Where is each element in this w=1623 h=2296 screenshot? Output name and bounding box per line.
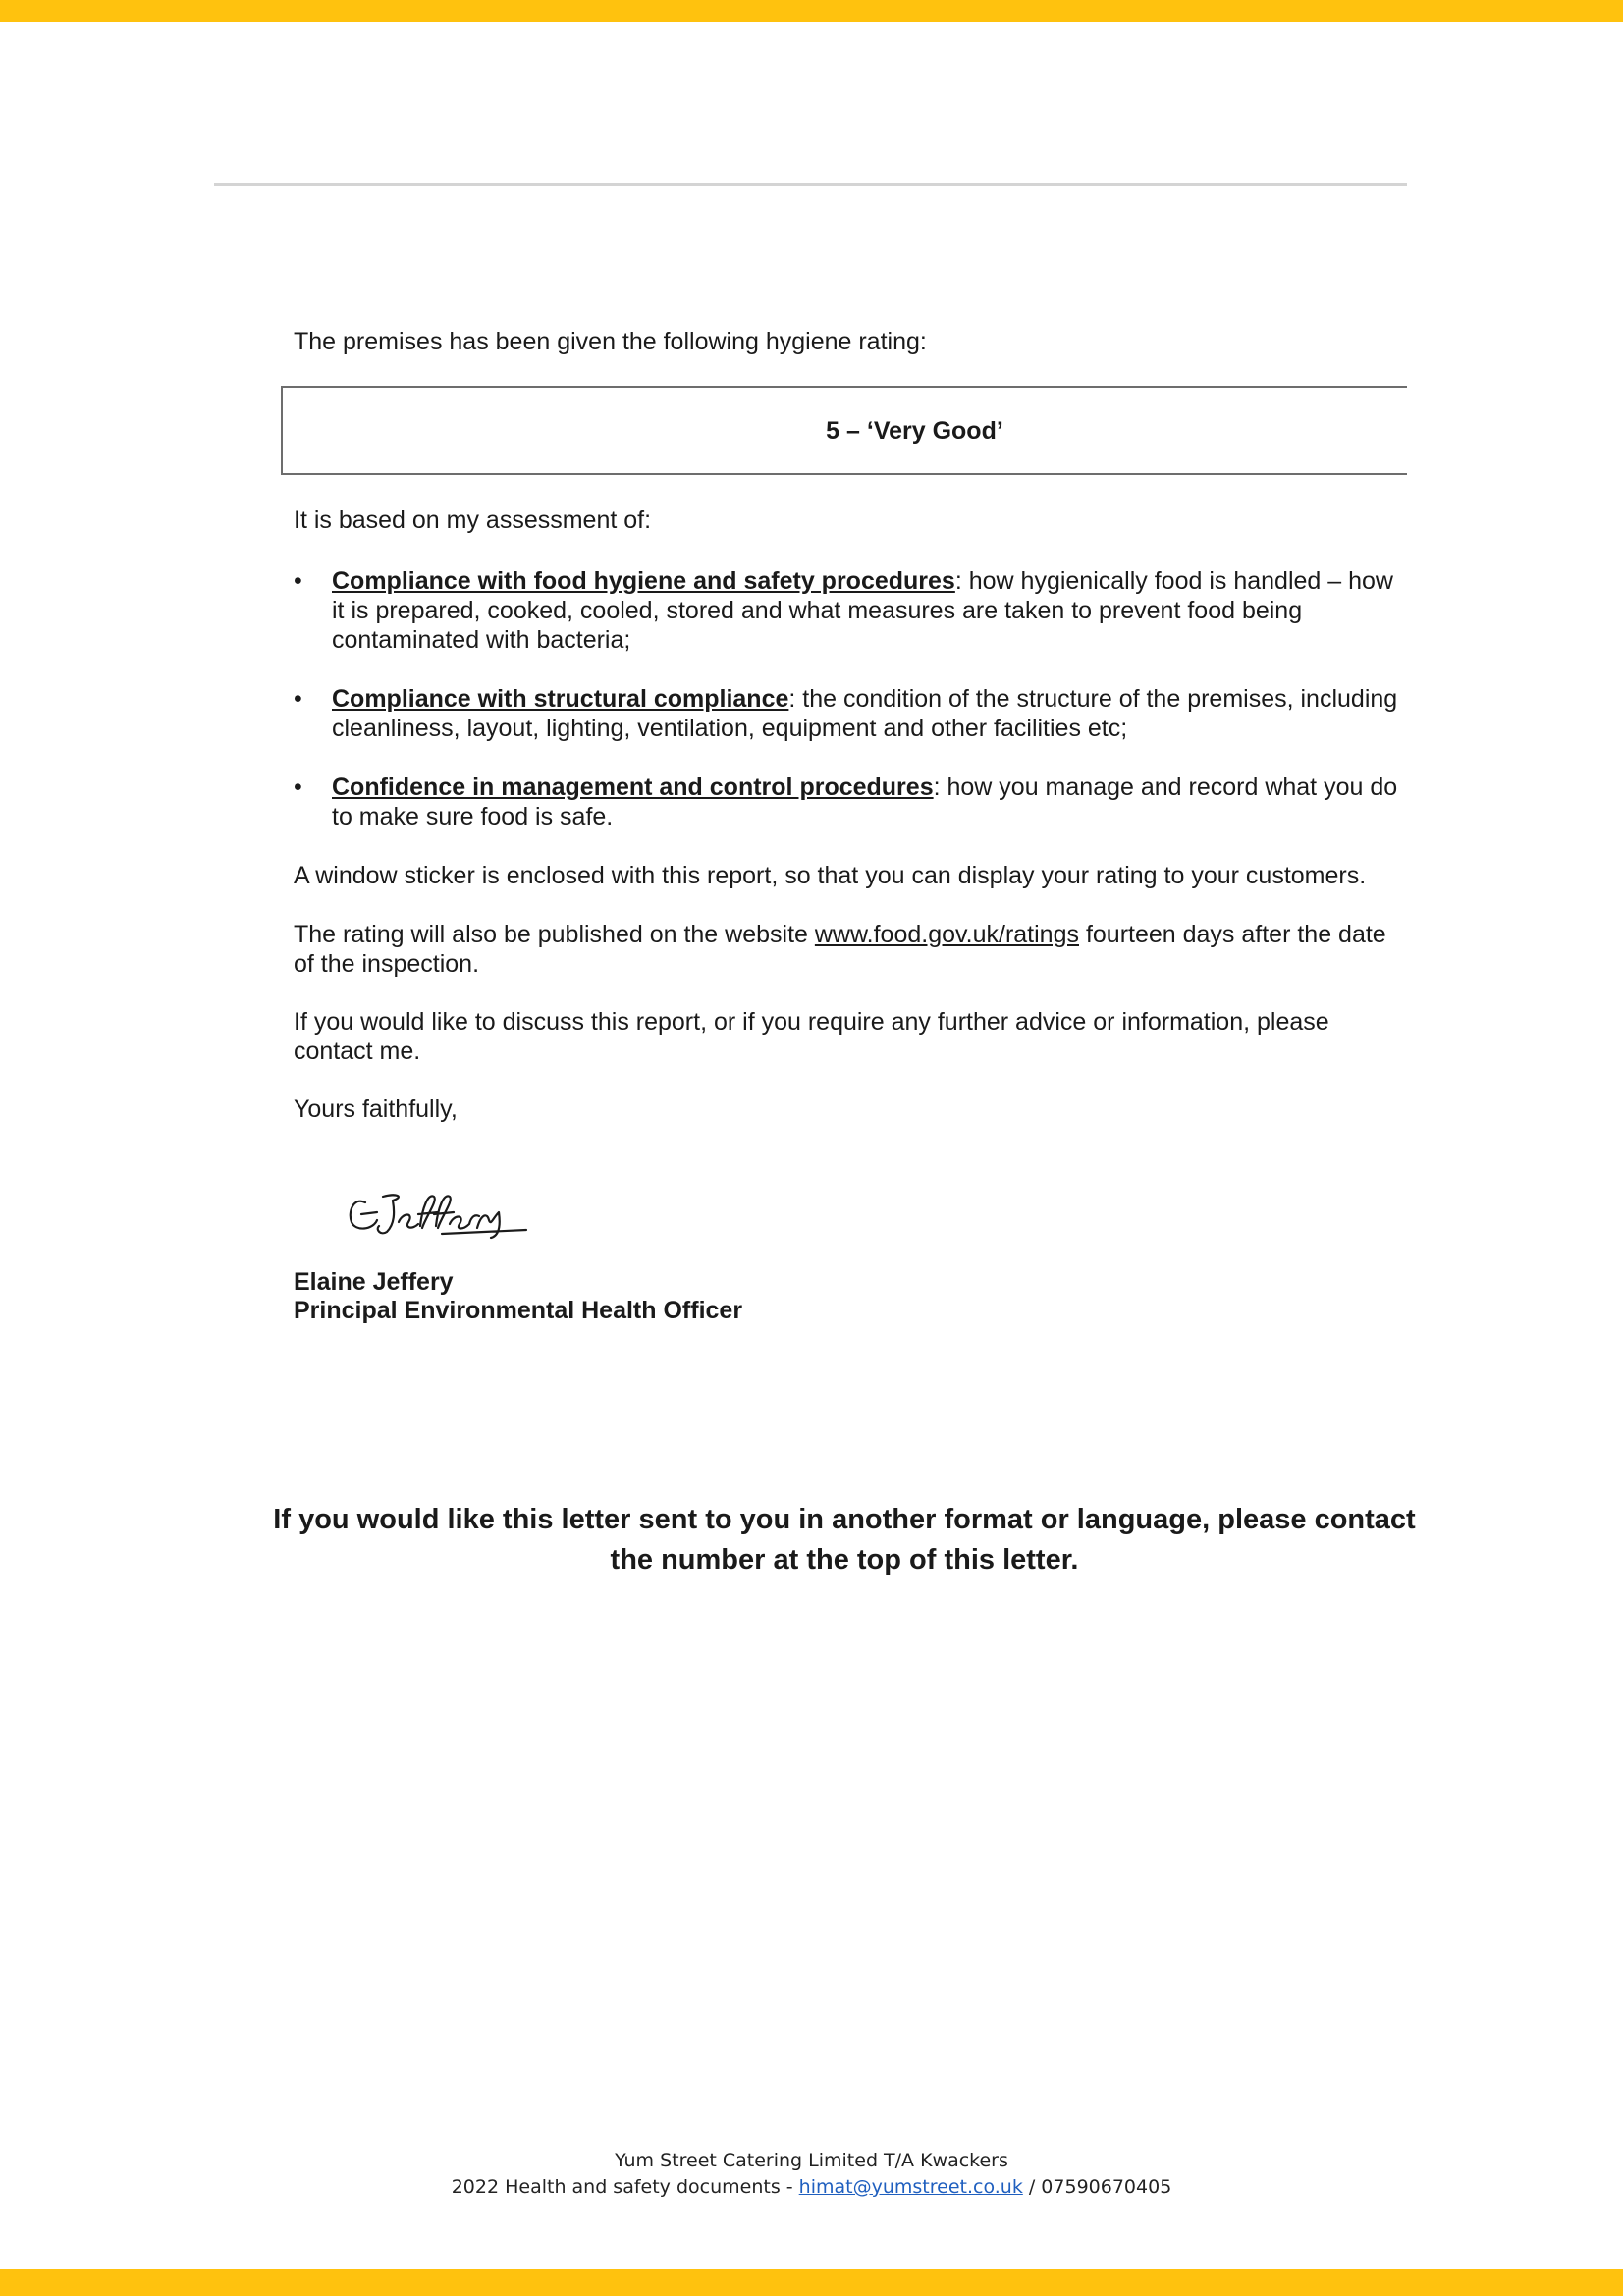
bullet-icon: • [294,774,302,801]
footer-phone: / 07590670405 [1022,2176,1172,2198]
bullet-text: : how you manage and record what you do to make sure food is safe. [332,774,1398,830]
bullet-icon: • [294,567,302,595]
sticker-text: A window sticker is enclosed with this report, so that you can display your rating to your customers. [294,862,1367,889]
bullet-icon: • [294,685,302,713]
intro-text: The premises has been given the following hygiene rating: [294,328,927,355]
signer-title: Principal Environmental Health Officer [294,1297,743,1324]
header-divider [214,183,1407,186]
bullet-text: : the condition of the structure of the premises, including cleanliness, layout, lighting, ventilation, equipment and other facilities etc; [332,685,1398,742]
footer-company: Yum Street Catering Limited T/A Kwackers [615,2150,1008,2171]
published-text-start: The rating will also be published on the website [294,921,815,948]
published-text [294,920,1403,979]
published-text-end: fourteen days after the date of the inspection. [294,921,1386,978]
list-item [294,684,1403,743]
bullet-heading: Compliance with structural compliance [332,685,789,713]
format-notice: If you would like this letter sent to you in another format or language, please contact the number at the top of this letter. [273,1504,1416,1575]
signer-name: Elaine Jeffery [294,1268,454,1296]
bullet-heading: Compliance with food hygiene and safety procedures [332,567,955,595]
top-accent-bar [0,0,1623,22]
bullet-heading: Confidence in management and control procedures [332,774,934,801]
rating-box [281,386,1407,475]
assessment-intro: It is based on my assessment of: [294,507,652,534]
discuss-text: If you would like to discuss this report, or if you require any further advice or information, please contact me. [294,1008,1329,1065]
hygiene-rating: 5 – ‘Very Good’ [826,417,1003,445]
footer-contact [0,2174,1623,2201]
signer-block [294,1268,742,1325]
bullet-text: : how hygienically food is handled – how it is prepared, cooked, cooled, stored and what measures are taken to prevent food being contaminated with bacteria; [332,567,1393,654]
footer-email-link[interactable]: himat@yumstreet.co.uk [798,2176,1023,2198]
closing-text: Yours faithfully, [294,1095,458,1123]
ratings-link[interactable]: www.food.gov.uk/ratings [814,921,1079,948]
signature [344,1183,540,1242]
bottom-accent-bar [0,2269,1623,2296]
list-item [294,773,1403,831]
footer [0,2148,1623,2201]
footer-docs: 2022 Health and safety documents - [451,2176,799,2198]
list-item [294,566,1403,655]
